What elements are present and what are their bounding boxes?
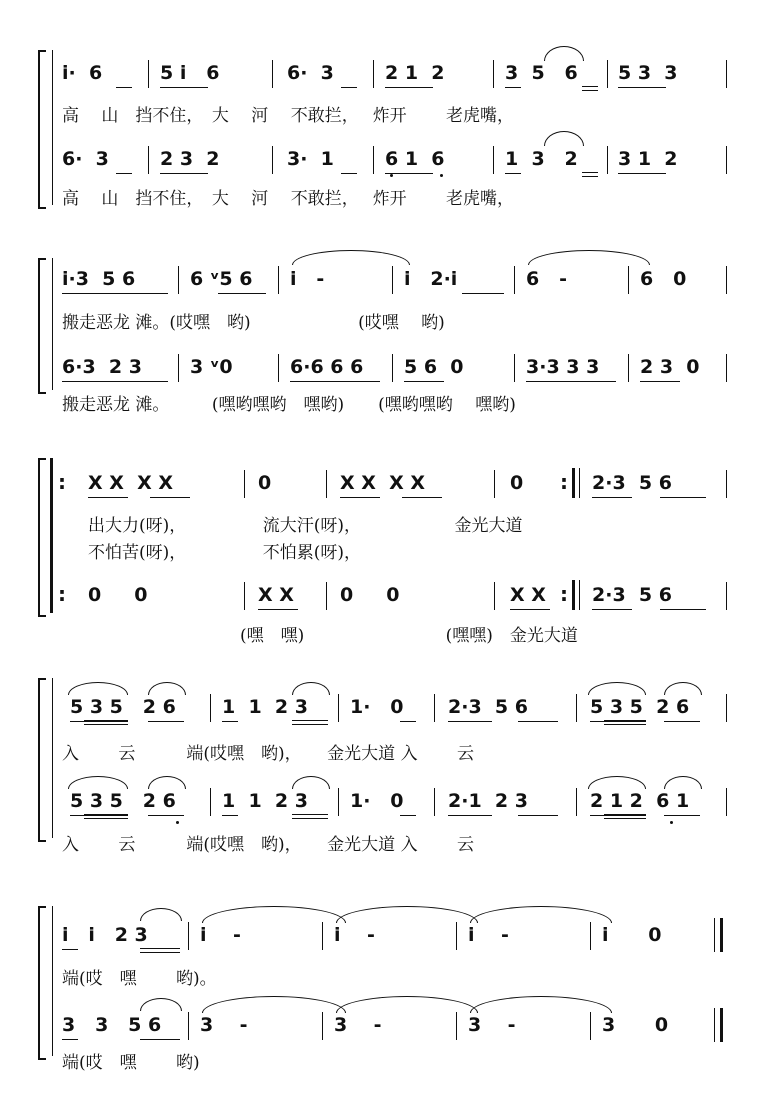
- notes-lower: 3 1 2: [618, 148, 678, 170]
- double-underline: [582, 172, 598, 177]
- underline: [148, 721, 184, 722]
- underline: [222, 721, 238, 722]
- low-dot: [390, 174, 393, 177]
- barline: [514, 266, 515, 294]
- notes-lower: 3·3 3 3: [526, 356, 600, 378]
- lyric-upper: 搬走恶龙 滩。(哎嘿 哟) (哎嘿 哟): [62, 313, 445, 333]
- underline: [402, 497, 442, 498]
- underline: [62, 293, 168, 294]
- brace: [38, 458, 46, 617]
- underline: [526, 381, 616, 382]
- barline: [322, 1012, 323, 1040]
- notes-upper: 1 1 2 3: [222, 696, 308, 718]
- underline: [116, 173, 132, 174]
- underline: [592, 609, 632, 610]
- notes-upper: i -: [200, 924, 241, 946]
- lyric-lower: (嘿 嘿) (嘿嘿) 金光大道: [240, 626, 578, 646]
- barline: [726, 582, 727, 610]
- notes-upper: 2 1 2: [385, 62, 445, 84]
- underline: [660, 497, 706, 498]
- underline: [592, 497, 632, 498]
- barline: [244, 582, 245, 610]
- notes-upper: 6 -: [526, 268, 567, 290]
- notes-lower: 3 -: [334, 1014, 382, 1036]
- repeat-barline: [50, 458, 53, 613]
- underline: [341, 87, 357, 88]
- lyric-upper: 高 山 挡不住， 大 河 不敢拦， 炸开 老虎嘴，: [62, 106, 515, 126]
- notes-upper: i -: [468, 924, 509, 946]
- notes-lower: 6·6 6 6: [290, 356, 364, 378]
- barline: [726, 60, 727, 88]
- notes-upper: 0: [510, 472, 524, 494]
- brace: [38, 906, 46, 1060]
- lyric-lower: 入 云 端(哎嘿 哟)， 金光大道 入 云: [62, 835, 474, 855]
- barline: [494, 582, 495, 610]
- double-underline: [604, 720, 646, 725]
- left-barline: [52, 906, 53, 1056]
- underline: [448, 721, 492, 722]
- system-1: [0, 0, 772, 220]
- barline: [148, 60, 149, 88]
- notes-lower: 1· 0: [350, 790, 404, 812]
- low-dot: [670, 821, 673, 824]
- notes-lower: 6· 3: [62, 148, 109, 170]
- notes-lower: 2 3 0: [640, 356, 700, 378]
- slur: [140, 998, 182, 1011]
- barline: [244, 470, 245, 498]
- notes-lower: X X: [510, 584, 546, 606]
- double-underline: [84, 814, 128, 819]
- notes-upper: 2·3 5 6: [448, 696, 528, 718]
- barline: [326, 582, 327, 610]
- underline: [148, 815, 184, 816]
- underline: [510, 609, 550, 610]
- notes-lower: 0 0: [340, 584, 400, 606]
- notes-upper: 2·3 5 6: [592, 472, 672, 494]
- barline: [278, 354, 279, 382]
- notes-lower: 6 1 6: [385, 148, 445, 170]
- barline: [148, 146, 149, 174]
- barline: [338, 788, 339, 816]
- underline: [404, 381, 444, 382]
- underline: [62, 949, 78, 950]
- notes-lower: 2·3 5 6: [592, 584, 672, 606]
- notes-upper: i· 6: [62, 62, 103, 84]
- tie: [292, 250, 410, 265]
- tie: [470, 906, 612, 923]
- underline: [664, 815, 700, 816]
- underline: [400, 721, 416, 722]
- tie: [336, 906, 478, 923]
- barline: [628, 354, 629, 382]
- underline: [160, 173, 208, 174]
- slur: [292, 776, 330, 789]
- notes-upper: 0: [258, 472, 272, 494]
- system-5: [0, 900, 772, 1097]
- barline: [514, 354, 515, 382]
- barline: [178, 266, 179, 294]
- tie: [528, 250, 650, 265]
- repeat-sign: :: [560, 582, 568, 606]
- underline: [640, 381, 680, 382]
- double-underline: [292, 720, 328, 725]
- system-3: [0, 458, 772, 618]
- brace: [38, 678, 46, 842]
- double-underline: [84, 720, 128, 725]
- notes-upper: i 0: [602, 924, 662, 946]
- slur: [148, 682, 186, 695]
- slur: [544, 46, 584, 61]
- system-4: [0, 676, 772, 856]
- notes-upper: 5 3 5 2 6: [70, 696, 176, 718]
- low-dot: [176, 821, 179, 824]
- underline: [160, 87, 208, 88]
- notes-lower: 1 1 2 3: [222, 790, 308, 812]
- underline: [462, 293, 504, 294]
- barline: [726, 788, 727, 816]
- underline: [660, 609, 706, 610]
- barline: [726, 470, 727, 498]
- slur: [292, 682, 330, 695]
- barline: [590, 922, 591, 950]
- double-underline: [292, 814, 328, 819]
- barline: [628, 266, 629, 294]
- barline: [726, 354, 727, 382]
- underline: [218, 293, 266, 294]
- barline: [494, 470, 495, 498]
- barline: [434, 788, 435, 816]
- final-barline: [714, 1008, 715, 1042]
- barline: [590, 1012, 591, 1040]
- barline: [272, 146, 273, 174]
- barline: [326, 470, 327, 498]
- left-barline: [52, 678, 53, 838]
- barline: [278, 266, 279, 294]
- notes-lower: 3 ᵛ0: [190, 356, 233, 378]
- repeat-sign: :: [560, 470, 568, 494]
- notes-lower: 5 3 5 2 6: [70, 790, 176, 812]
- notes-lower: 0 0: [88, 584, 148, 606]
- notes-upper: i 2·i: [404, 268, 458, 290]
- notes-upper: 5 i 6: [160, 62, 220, 84]
- underline: [62, 1039, 78, 1040]
- barline: [392, 266, 393, 294]
- slur: [588, 682, 646, 695]
- barline: [178, 354, 179, 382]
- underline: [448, 815, 492, 816]
- tie: [336, 996, 478, 1013]
- barline: [210, 788, 211, 816]
- underline: [150, 497, 190, 498]
- notes-upper: i·3 5 6: [62, 268, 136, 290]
- barline: [188, 1012, 189, 1040]
- notes-upper: 1· 0: [350, 696, 404, 718]
- barline: [456, 922, 457, 950]
- notes-lower: X X: [258, 584, 294, 606]
- barline: [373, 60, 374, 88]
- lyric-upper-1: 出大力(呀)， 流大汗(呀)， 金光大道: [88, 516, 523, 536]
- slur: [68, 682, 128, 695]
- left-barline: [52, 50, 53, 205]
- lyric-lower: 高 山 挡不住， 大 河 不敢拦， 炸开 老虎嘴，: [62, 189, 515, 209]
- repeat-barline: [572, 468, 575, 498]
- repeat-sign: :: [58, 582, 66, 606]
- lyric-lower: 端(哎 嘿 哟): [62, 1053, 200, 1073]
- barline: [456, 1012, 457, 1040]
- barline: [434, 694, 435, 722]
- notes-upper: X X X X: [88, 472, 174, 494]
- barline: [576, 694, 577, 722]
- barline: [726, 694, 727, 722]
- underline: [518, 815, 558, 816]
- barline: [579, 580, 580, 610]
- notes-lower: 1 3 2: [505, 148, 578, 170]
- notes-lower: 5 6 0: [404, 356, 464, 378]
- notes-upper: 6· 3: [287, 62, 334, 84]
- barline: [322, 922, 323, 950]
- barline: [726, 266, 727, 294]
- notes-upper: 5 3 3: [618, 62, 678, 84]
- underline: [400, 815, 416, 816]
- final-barline-thick: [720, 918, 723, 952]
- low-dot: [440, 174, 443, 177]
- notes-upper: i -: [290, 268, 325, 290]
- barline: [607, 146, 608, 174]
- barline: [576, 788, 577, 816]
- barline: [373, 146, 374, 174]
- notes-upper: 3 5 6: [505, 62, 578, 84]
- underline: [385, 87, 433, 88]
- notes-lower: 6·3 2 3: [62, 356, 142, 378]
- slur: [664, 682, 702, 695]
- underline: [222, 815, 238, 816]
- notes-lower: 2·1 2 3: [448, 790, 528, 812]
- underline: [341, 173, 357, 174]
- underline: [140, 1039, 180, 1040]
- notes-upper: 5 3 5 2 6: [590, 696, 690, 718]
- underline: [618, 173, 666, 174]
- left-barline: [52, 258, 53, 390]
- system-2: [0, 250, 772, 400]
- notes-lower: 3· 1: [287, 148, 334, 170]
- underline: [116, 87, 132, 88]
- lyric-upper: 入 云 端(哎嘿 哟)， 金光大道 入 云: [62, 744, 474, 764]
- notes-upper: 6 ᵛ5 6: [190, 268, 253, 290]
- barline: [607, 60, 608, 88]
- notes-lower: 2 1 2 6 1: [590, 790, 690, 812]
- barline: [392, 354, 393, 382]
- lyric-upper-2: 不怕苦(呀)， 不怕累(呀)，: [88, 543, 362, 563]
- slur: [148, 776, 186, 789]
- double-underline: [582, 86, 598, 91]
- tie: [202, 906, 346, 923]
- slur: [664, 776, 702, 789]
- notes-lower: 3 -: [468, 1014, 516, 1036]
- double-underline: [140, 948, 180, 953]
- final-barline: [714, 918, 715, 952]
- notes-lower: 3 0: [602, 1014, 669, 1036]
- underline: [290, 381, 380, 382]
- brace: [38, 50, 46, 209]
- slur: [588, 776, 646, 789]
- brace: [38, 258, 46, 394]
- underline: [258, 609, 298, 610]
- lyric-upper: 端(哎 嘿 哟)。: [62, 969, 217, 989]
- underline: [88, 497, 128, 498]
- slur: [68, 776, 128, 789]
- underline: [618, 87, 666, 88]
- barline: [493, 146, 494, 174]
- underline: [505, 173, 521, 174]
- barline: [338, 694, 339, 722]
- repeat-sign: :: [58, 470, 66, 494]
- underline: [62, 381, 168, 382]
- barline: [188, 922, 189, 950]
- notes-upper: i -: [334, 924, 375, 946]
- final-barline-thick: [720, 1008, 723, 1042]
- repeat-barline: [572, 580, 575, 610]
- notes-upper: 6 0: [640, 268, 687, 290]
- barline: [272, 60, 273, 88]
- barline: [210, 694, 211, 722]
- tie: [202, 996, 346, 1013]
- double-underline: [604, 814, 646, 819]
- notes-lower: 2 3 2: [160, 148, 220, 170]
- notes-upper: i i 2 3: [62, 924, 148, 946]
- notes-upper: X X X X: [340, 472, 426, 494]
- underline: [340, 497, 380, 498]
- lyric-lower: 搬走恶龙 滩。 (嘿哟嘿哟 嘿哟) (嘿哟嘿哟 嘿哟): [62, 395, 516, 415]
- barline: [726, 146, 727, 174]
- notes-lower: 3 3 5 6: [62, 1014, 162, 1036]
- underline: [505, 87, 521, 88]
- barline: [493, 60, 494, 88]
- notes-lower: 3 -: [200, 1014, 248, 1036]
- underline: [664, 721, 700, 722]
- underline: [518, 721, 558, 722]
- slur: [544, 131, 584, 146]
- barline: [579, 468, 580, 498]
- slur: [140, 908, 182, 921]
- underline: [385, 173, 433, 174]
- tie: [470, 996, 612, 1013]
